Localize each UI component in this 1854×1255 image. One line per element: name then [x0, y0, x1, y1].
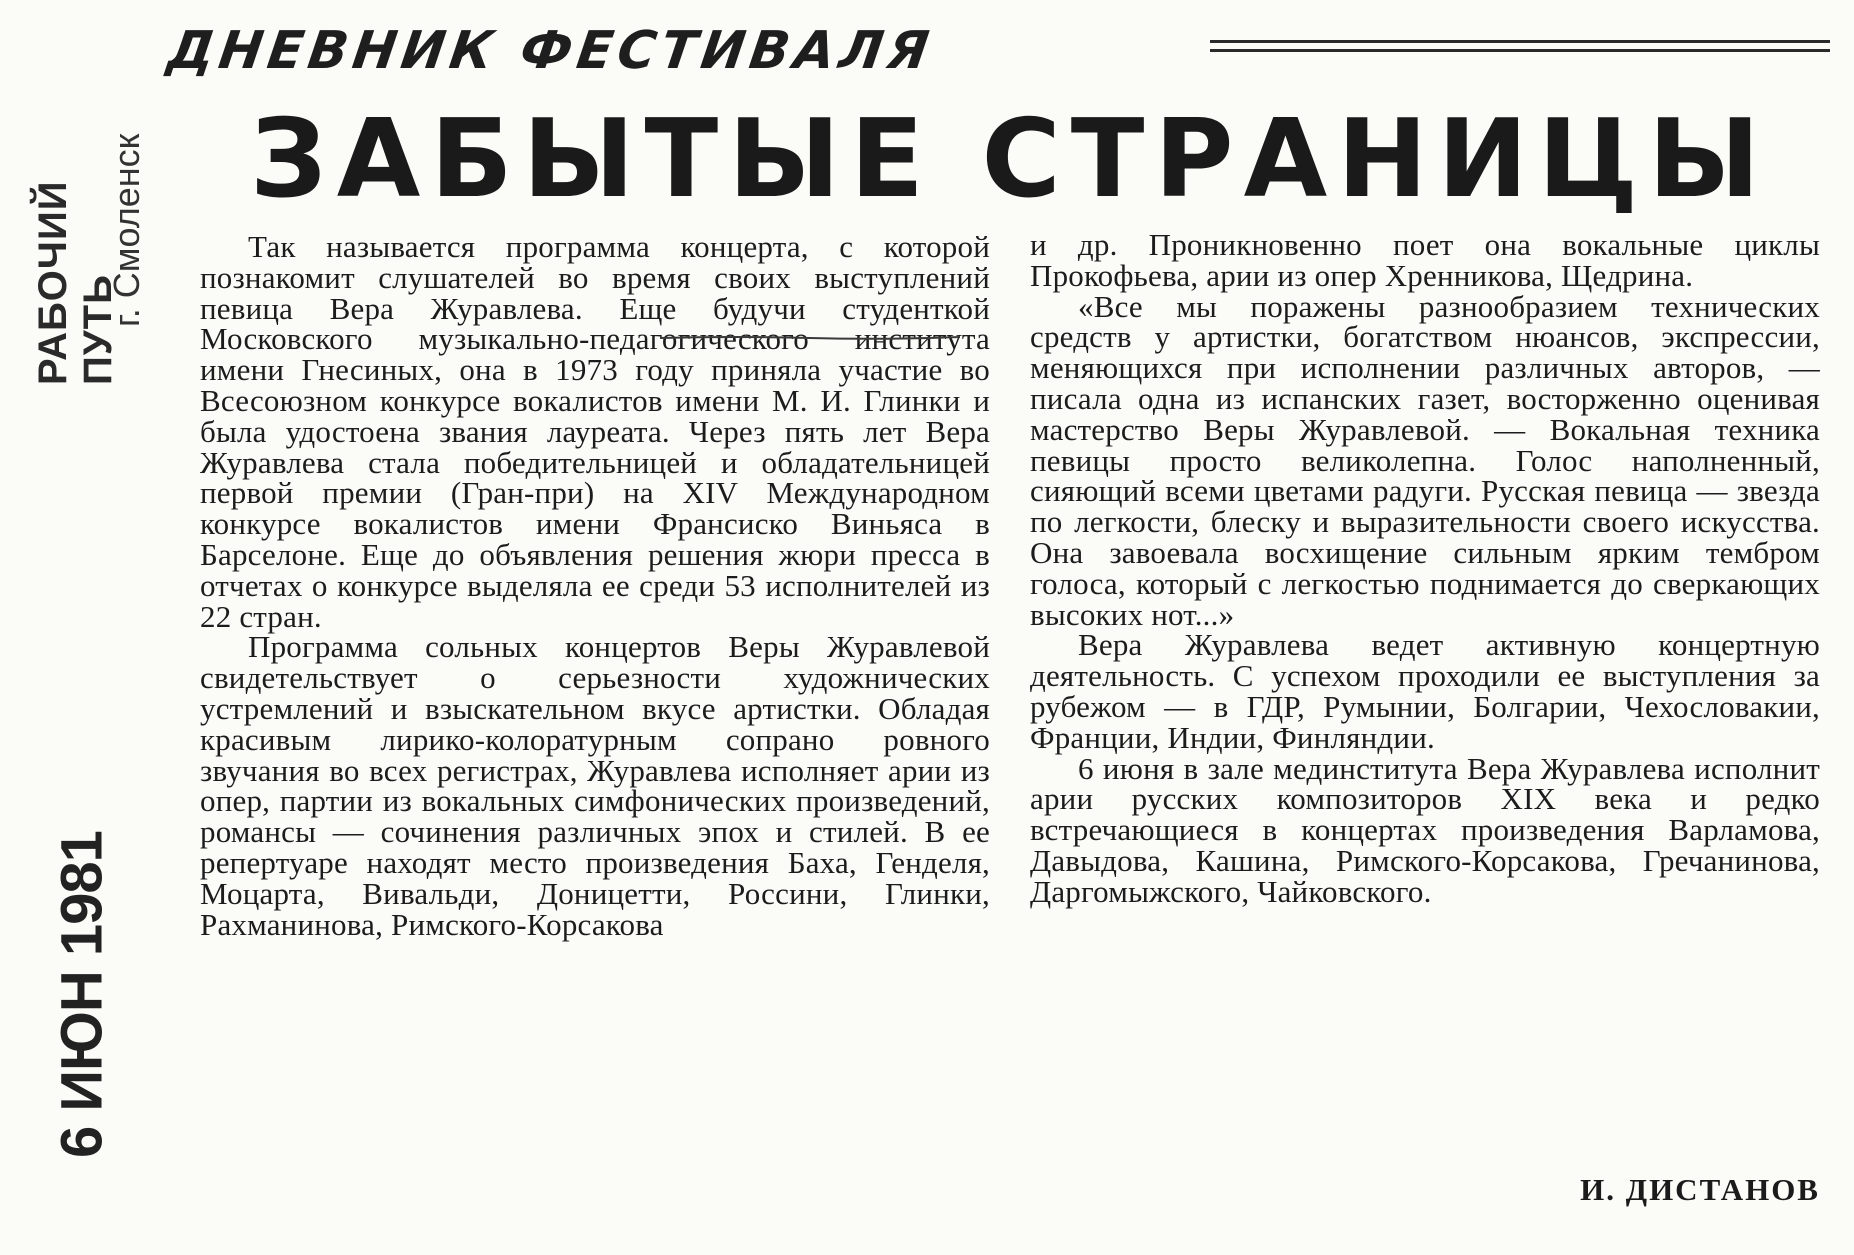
date-stamp: 6 ИЮН 1981 [49, 831, 115, 1159]
paragraph: Программа сольных концертов Веры Журавлевой свидетельствует о серьезности художнических устремлений и взыскательном вкусе артистки. Обладая красивым лирико-колоратурным сопрано ровного звучания во всех регистрах, Журавлева исполняет арии из опер, партии из вокальных симфонических произведений, романсы — сочинения различных эпох и стилей. В ее репертуаре находят место произведения Баха, Генделя, Моцарта, Вивальди, Доницетти, Россини, Глинки, Рахманинова, Римского-Корсакова [200, 629, 990, 942]
newspaper-city: г. Смоленск [106, 133, 147, 327]
newspaper-name: РАБОЧИЙ ПУТЬ [31, 180, 120, 385]
paragraph: 6 июня в зале мединститута Вера Журавлева исполнит арии русских композиторов XIX века и редко встречающиеся в концертах произведения Варламова, Давыдова, Кашина, Римского-Корсакова, Гречанинова, Даргомыжского, Чайковского. [1030, 750, 1820, 909]
paragraph: «Все мы поражены разнообразием технических средств у артистки, богатством нюансов, экспрессии, меняющихся при исполнении различных авторов, — писала одна из испанских газет, восторженно оценивая мастерство Веры Журавлевой. — Вокальная техника певицы просто великолепна. Голос наполненный, сияющий всеми цветами радуги. Русская певица — звезда по легкости, блеску и выразительности своего искусства. Она завоевала восхищение сильным ярким тембром голоса, который с легкостью поднимается до сверкающих высоких нот...» [1030, 288, 1820, 632]
paragraph: Так называется программа концерта, с которой познакомит слушателей во время своих выступлений певица Вера Журавлева. Еще будучи студенткой Московского музыкально-педагогического института имени Гнесиных, она в 1973 году приняла участие во Всесоюзном конкурсе вокалистов имени М. И. Глинки и была удостоена звания лауреата. Через пять лет Вера Журавлева стала победительницей и обладательницей первой премии (Гран-при) на XIV Международном конкурсе вокалистов имени Франсиско Виньяса в Барселоне. Еще до объявления решения жюри пресса в отчетах о конкурсе выделяла ее среди 53 исполнителей из 22 стран. [200, 229, 990, 634]
article-column-2 [1030, 227, 1820, 909]
article-author: И. ДИСТАНОВ [1580, 1172, 1820, 1207]
article-headline: ЗАБЫТЫЕ СТРАНИЦЫ [250, 97, 1771, 222]
source-stamp [31, 75, 160, 385]
paragraph: и др. Проникновенно поет она вокальные циклы Прокофьева, арии из опер Хренникова, Щедрина. [1030, 227, 1820, 293]
pencil-underline [660, 335, 960, 341]
rubric-rule [1210, 40, 1830, 58]
rubric-title: ДНЕВНИК ФЕСТИВАЛЯ [163, 21, 938, 81]
paragraph: Вера Журавлева ведет активную концертную деятельность. С успехом проходили ее выступления за рубежом — в ГДР, Румынии, Болгарии, Чехословакии, Франции, Индии, Финляндии. [1030, 627, 1820, 755]
